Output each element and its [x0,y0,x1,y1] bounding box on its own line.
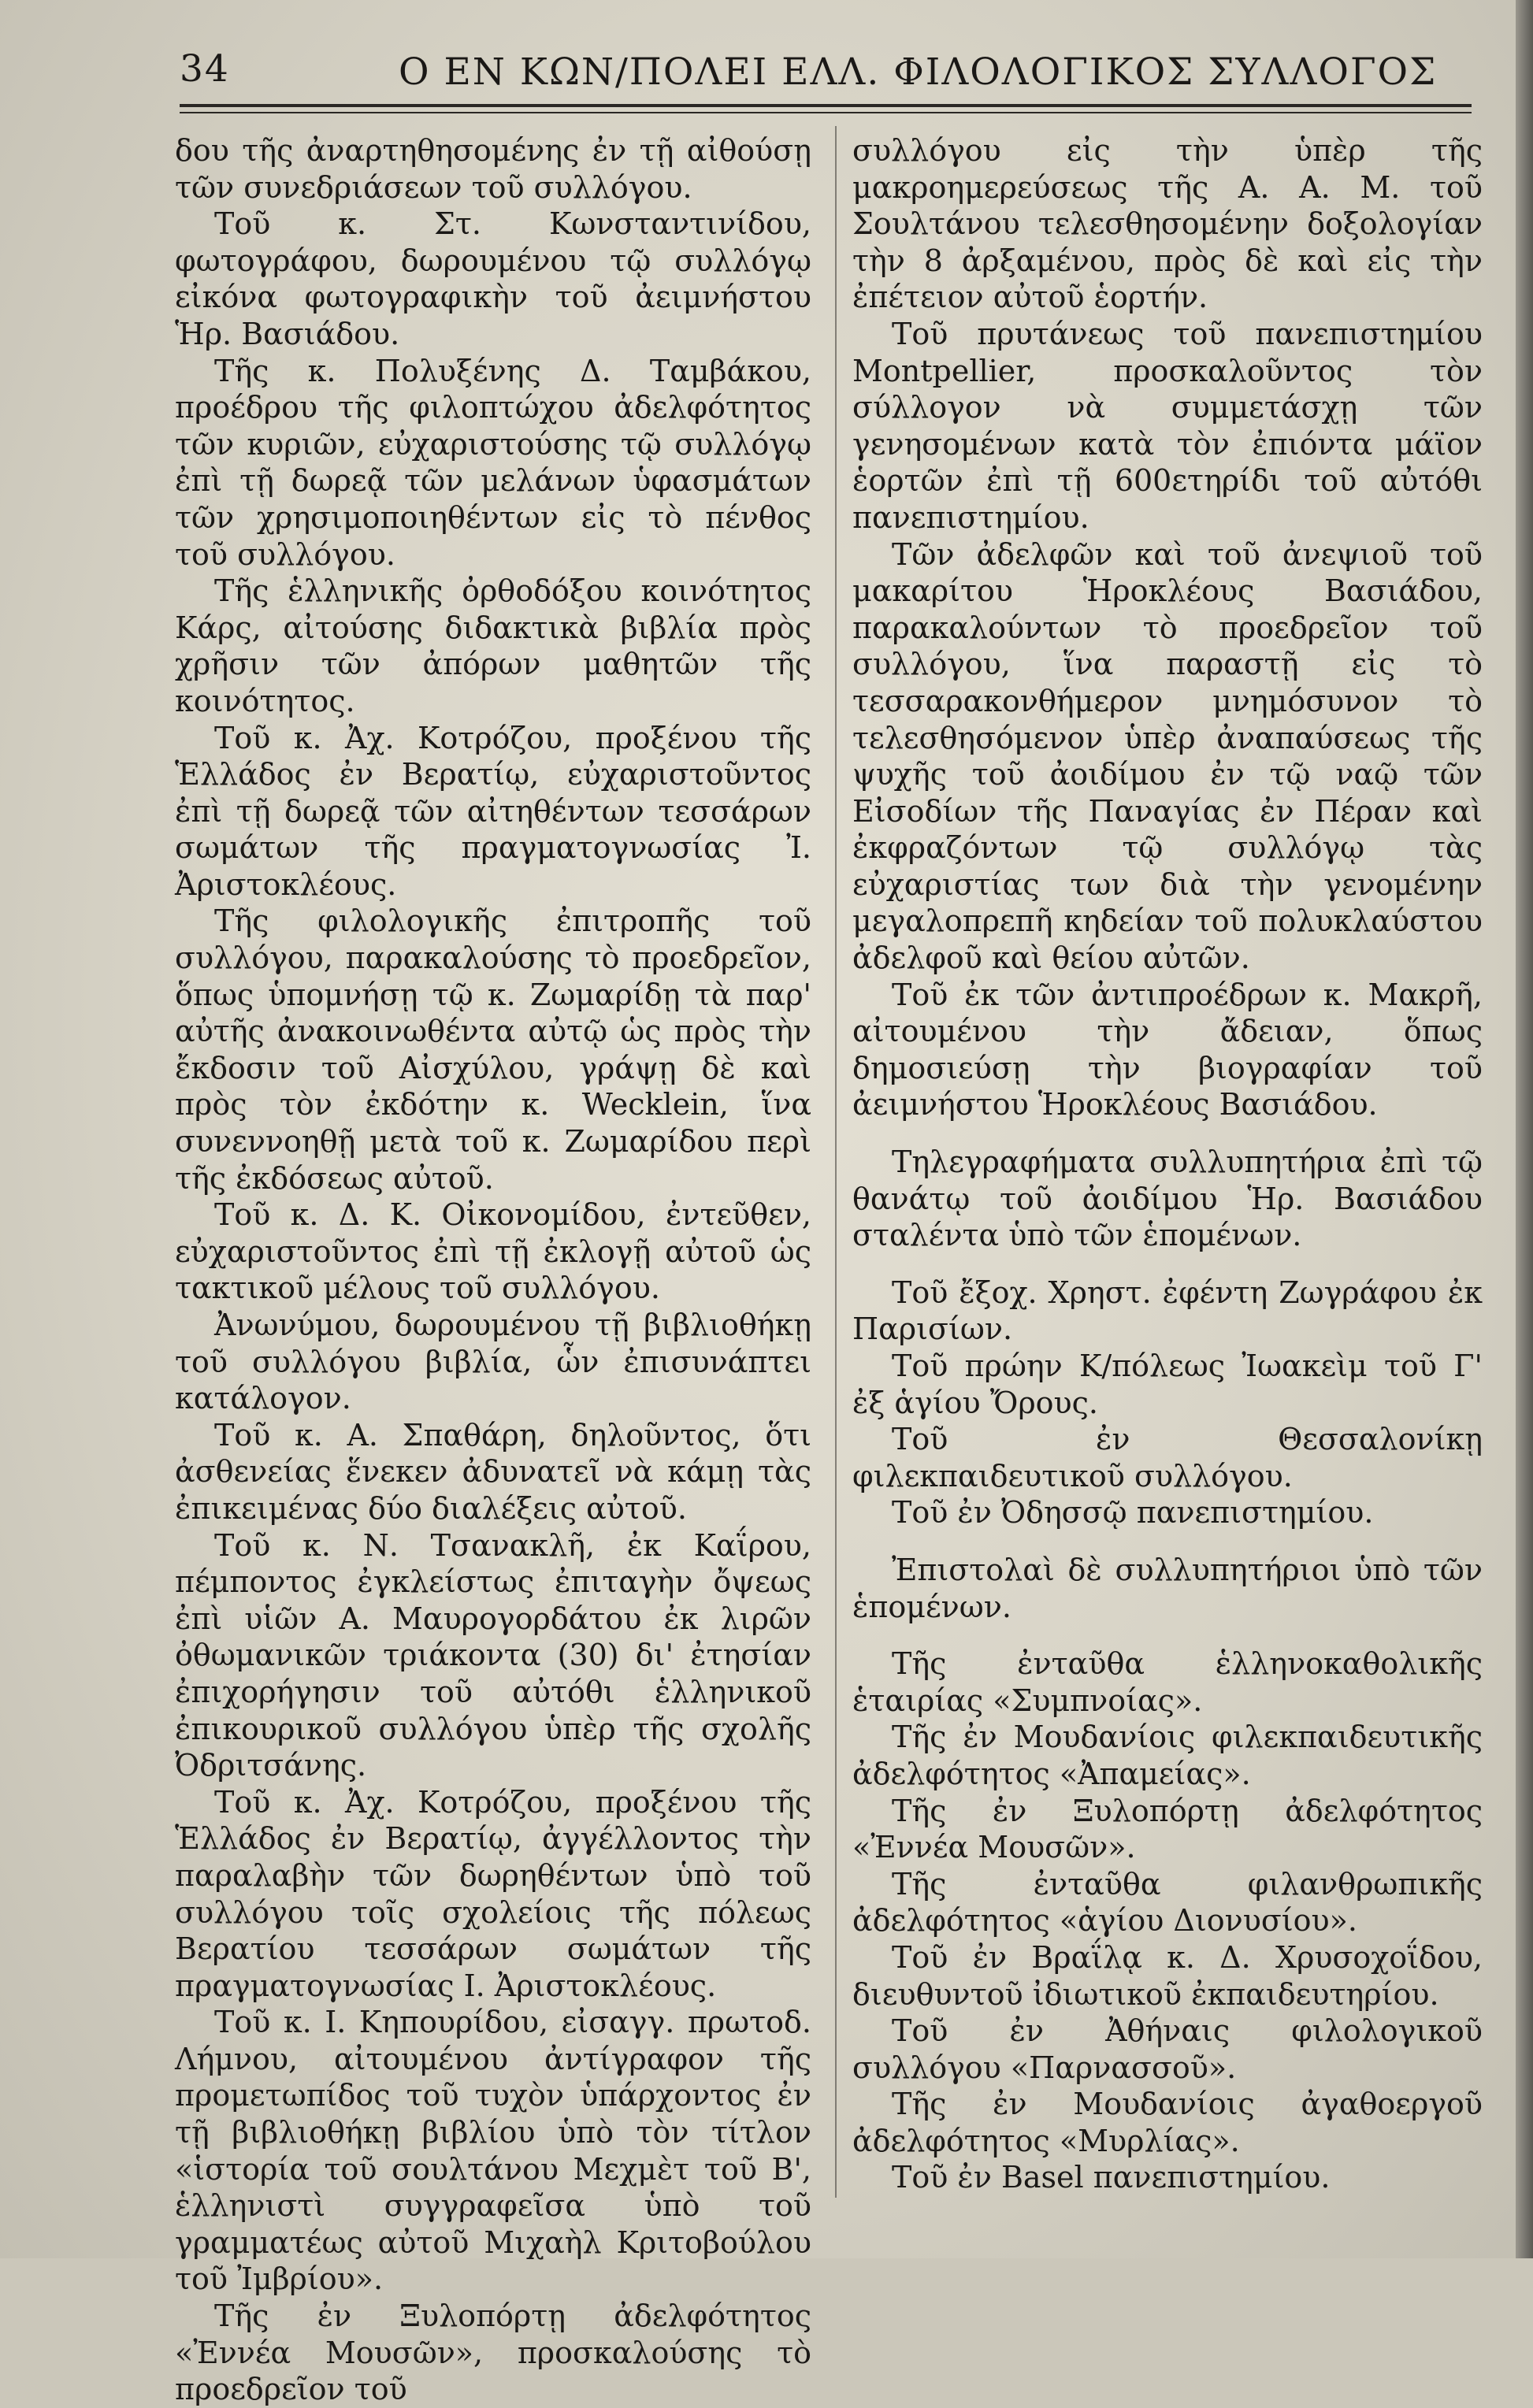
paragraph: Τῆς φιλολογικῆς ἐπιτροπῆς τοῦ συλλόγου, παρακαλούσης τὸ προεδρεῖον, ὅπως ὑπομνήσῃ τῷ κ. Ζωμαρίδῃ τὰ παρ' αὐτῆς ἀνακοινωθέντα αὐτῷ ὡς πρὸς τὴν ἔκδοσιν τοῦ Αἰσχύλου, γράψῃ δὲ καὶ πρὸς τὸν ἐκδότην κ. Wecklein, ἵνα συνεννοηθῇ μετὰ τοῦ κ. Ζωμαρίδου περὶ τῆς ἐκδόσεως αὐτοῦ. [175,903,811,1196]
paragraph: Τοῦ κ. Ἀχ. Κοτρόζου, προξένου τῆς Ἑλλάδος ἐν Βερατίῳ, ἀγγέλλοντος τὴν παραλαβὴν τῶν δωρηθέντων ὑπὸ τοῦ συλλόγου τοῖς σχολείοις τῆς πόλεως Βερατίου τεσσάρων σωμάτων τῆς πραγματογνωσίας Ι. Ἀριστοκλέους. [175,1784,811,2003]
paragraph: Τοῦ κ. Ι. Κηπουρίδου, εἰσαγγ. πρωτοδ. Λήμνου, αἰτουμένου ἀντίγραφον τῆς προμετωπίδος τοῦ τυχὸν ὑπάρχοντος ἐν τῇ βιβλιοθήκῃ βιβλίου ὑπὸ τὸν τίτλον «ἱστορία τοῦ σουλτάνου Μεχμὲτ τοῦ Β', ἑλληνιστὶ συγγραφεῖσα ὑπὸ τοῦ γραμματέως αὐτοῦ Μιχαὴλ Κριτοβούλου τοῦ Ἰμβρίου». [175,2005,811,2297]
page-edge-shadow [1516,0,1533,2258]
paragraph: Τηλεγραφήματα συλλυπητήρια ἐπὶ τῷ θανάτῳ τοῦ ἀοιδίμου Ἡρ. Βασιάδου σταλέντα ὑπὸ τῶν ἑπομένων. [852,1145,1483,1253]
paragraph: Τοῦ πρυτάνεως τοῦ πανεπιστημίου Montpellier, προσκαλοῦντος τὸν σύλλογον νὰ συμμετάσχῃ τῶν γενησομένων κατὰ τὸν ἐπιόντα μάϊον ἑορτῶν ἐπὶ τῇ 600ετηρίδι τοῦ αὐτόθι πανεπιστημίου. [852,316,1483,535]
list-item: Τοῦ ἐν Basel πανεπιστημίου. [892,2160,1331,2195]
paragraph: Τοῦ κ. Ἀχ. Κοτρόζου, προξένου τῆς Ἑλλάδος ἐν Βερατίῳ, εὐχαριστοῦντος ἐπὶ τῇ δωρεᾷ τῶν αἰτηθέντων τεσσάρων σωμάτων τῆς πραγματογνωσίας Ἰ. Ἀριστοκλέους. [175,720,811,902]
list-item: Τοῦ ἐν Θεσσαλονίκῃ φιλεκπαιδευτικοῦ συλλόγου. [852,1422,1483,1493]
right-column [852,132,1483,2196]
list-item: Τοῦ ἐν Ἀθήναις φιλολογικοῦ συλλόγου «Παρνασσοῦ». [852,2013,1483,2085]
header-rule-thin [180,112,1472,113]
paragraph: Τῆς ἑλληνικῆς ὀρθοδόξου κοινότητος Κάρς, αἰτούσης διδακτικὰ βιβλία πρὸς χρῆσιν τῶν ἀπόρων μαθητῶν τῆς κοινότητος. [175,573,811,718]
paragraph: Τῆς κ. Πολυξένης Δ. Ταμβάκου, προέδρου τῆς φιλοπτώχου ἀδελφότητος τῶν κυριῶν, εὐχαριστούσης τῷ συλλόγῳ ἐπὶ τῇ δωρεᾷ τῶν μελάνων ὑφασμάτων τῶν χρησιμοποιηθέντων εἰς τὸ πένθος τοῦ συλλόγου. [175,353,811,572]
list-item: Τῆς ἐνταῦθα φιλανθρωπικῆς ἀδελφότητος «ἁγίου Διονυσίου». [852,1866,1483,1939]
paragraph: Τοῦ ἐκ τῶν ἀντιπροέδρων κ. Μακρῆ, αἰτουμένου τὴν ἄδειαν, ὅπως δημοσιεύσῃ τὴν βιογραφίαν τοῦ ἀειμνήστου Ἡροκλέους Βασιάδου. [852,977,1483,1122]
paragraph: Τοῦ κ. Ν. Τσανακλῆ, ἐκ Καΐρου, πέμποντος ἐγκλείστως ἐπιταγὴν ὄψεως ἐπὶ υἱῶν Α. Μαυρογορδάτου ἐκ λιρῶν ὀθωμανικῶν τριάκοντα (30) δι' ἐτησίαν ἐπιχορήγησιν τοῦ αὐτόθι ἑλληνικοῦ ἐπικουρικοῦ συλλόγου ὑπὲρ τῆς σχολῆς Ὀδριτσάνης. [175,1527,811,1783]
paragraph: Τοῦ κ. Δ. Κ. Οἰκονομίδου, ἐντεῦθεν, εὐχαριστοῦντος ἐπὶ τῇ ἐκλογῇ αὐτοῦ ὡς τακτικοῦ μέλους τοῦ συλλόγου. [175,1197,811,1306]
list-item: Τοῦ ἐν Ὀδησσῷ πανεπιστημίου. [892,1495,1374,1531]
list-item: Τῆς ἐν Μουδανίοις φιλεκπαιδευτικῆς ἀδελφότητος «Ἀπαμείας». [852,1720,1483,1791]
header-rule [180,104,1472,107]
list-item: Τῆς ἐν Ξυλοπόρτῃ ἀδελφότητος «Ἐννέα Μουσῶν». [852,1793,1483,1865]
list-item: Τοῦ ἐν Βραΐλᾳ κ. Δ. Χρυσοχοΐδου, διευθυντοῦ ἰδιωτικοῦ ἐκπαιδευτηρίου. [852,1939,1483,2012]
list-item: Τῆς ἐνταῦθα ἑλληνοκαθολικῆς ἑταιρίας «Συμπνοίας». [852,1646,1483,1718]
page-number: 34 [180,47,230,91]
list-item: Τοῦ ἔξοχ. Χρηστ. ἐφέντη Ζωγράφου ἐκ Παρισίων. [852,1274,1483,1347]
page-header [180,47,1438,95]
paragraph: Τῆς ἐν Ξυλοπόρτῃ ἀδελφότητος «Ἐννέα Μουσῶν», προσκαλούσης τὸ προεδρεῖον τοῦ [175,2299,811,2407]
column-divider [835,126,837,2198]
left-column [175,132,811,2408]
paragraph: δου τῆς ἀναρτηθησομένης ἐν τῇ αἰθούσῃ τῶν συνεδριάσεων τοῦ συλλόγου. [175,133,811,205]
paragraph: Ἐπιστολαὶ δὲ συλλυπητήριοι ὑπὸ τῶν ἑπομένων. [852,1552,1483,1624]
paragraph: Τῶν ἀδελφῶν καὶ τοῦ ἀνεψιοῦ τοῦ μακαρίτου Ἡροκλέους Βασιάδου, παρακαλούντων τὸ προεδρεῖον τοῦ συλλόγου, ἵνα παραστῇ εἰς τὸ τεσσαρακονθήμερον μνημόσυνον τὸ τελεσθησόμενον ὑπὲρ ἀναπαύσεως τῆς ψυχῆς τοῦ ἀοιδίμου ἐν τῷ ναῷ τῶν Εἰσοδίων τῆς Παναγίας ἐν Πέραν καὶ ἐκφραζόντων τῷ συλλόγῳ τὰς εὐχαριστίας των διὰ τὴν γενομένην μεγαλοπρεπῆ κηδείαν τοῦ πολυκλαύστου ἀδελφοῦ καὶ θείου αὐτῶν. [852,536,1483,976]
paragraph: Ἀνωνύμου, δωρουμένου τῇ βιβλιοθήκῃ τοῦ συλλόγου βιβλία, ὧν ἐπισυνάπτει κατάλογον. [175,1308,811,1416]
paragraph: Τοῦ κ. Α. Σπαθάρη, δηλοῦντος, ὅτι ἀσθενείας ἕνεκεν ἀδυνατεῖ νὰ κάμῃ τὰς ἐπικειμένας δύο διαλέξεις αὐτοῦ. [175,1417,811,1526]
paragraph: συλλόγου εἰς τὴν ὑπὲρ τῆς μακροημερεύσεως τῆς Α. Α. Μ. τοῦ Σουλτάνου τελεσθησομένην δοξολογίαν τὴν 8 ἀρξαμένου, πρὸς δὲ καὶ εἰς τὴν ἐπέτειον αὐτοῦ ἑορτήν. [852,133,1483,315]
running-title: Ο ΕΝ ΚΩΝ/ΠΟΛΕΙ ΕΛΛ. ΦΙΛΟΛΟΓΙΚΟΣ ΣΥΛΛΟΓΟΣ [399,50,1438,94]
list-item: Τοῦ πρώην Κ/πόλεως Ἰωακεὶμ τοῦ Γ' ἐξ ἁγίου Ὄρους. [852,1349,1483,1420]
list-item: Τῆς ἐν Μουδανίοις ἀγαθοεργοῦ ἀδελφότητος «Μυρλίας». [852,2087,1483,2158]
paragraph: Τοῦ κ. Στ. Κωνσταντινίδου, φωτογράφου, δωρουμένου τῷ συλλόγῳ εἰκόνα φωτογραφικὴν τοῦ ἀειμνήστου Ἡρ. Βασιάδου. [175,206,811,351]
